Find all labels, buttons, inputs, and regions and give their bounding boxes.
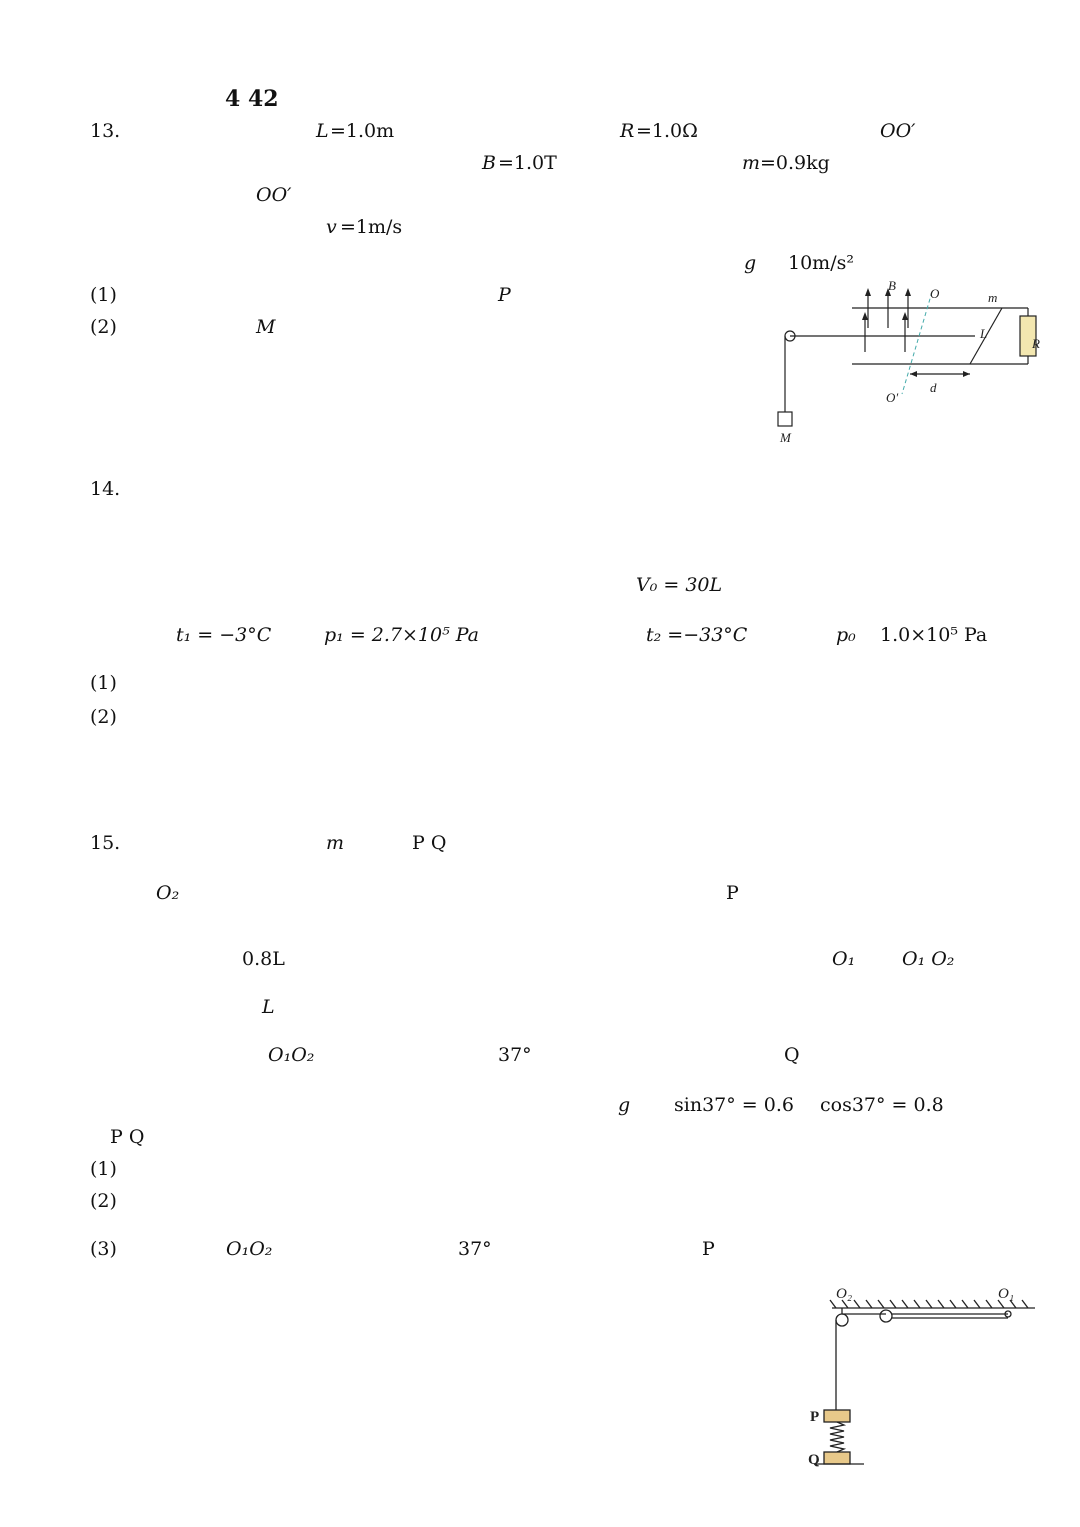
q15-sub2-label: (2) xyxy=(90,1190,117,1212)
q15-number: 15. xyxy=(90,832,121,854)
q13-fig-m: m xyxy=(988,290,998,305)
q15-sub3-O1O2: O₁O₂ xyxy=(226,1238,273,1260)
q15-g: g xyxy=(618,1094,631,1116)
q15-fig-O1: O₁ xyxy=(998,1286,1015,1302)
q15-cos: cos37° = 0.8 xyxy=(820,1094,944,1116)
q13-number: 13. xyxy=(90,120,121,142)
q14-p1: p₁ = 2.7×10⁵ Pa xyxy=(324,624,480,646)
q14-number: 14. xyxy=(90,478,121,500)
q15-sub3-label: (3) xyxy=(90,1238,117,1260)
q15-L: L xyxy=(262,996,275,1018)
q13-R: R xyxy=(620,120,635,142)
q13-R-val: =1.0Ω xyxy=(636,120,698,142)
q15-P: P xyxy=(726,882,739,904)
q13-OO-2: OO′ xyxy=(256,184,292,206)
q15-sub3-angle: 37° xyxy=(458,1238,492,1260)
q15-sin: sin37° = 0.6 xyxy=(674,1094,794,1116)
q14-t2: t₂ =−33°C xyxy=(646,624,748,646)
q13-circuit-diagram xyxy=(770,278,1070,448)
q14-t1: t₁ = −3°C xyxy=(176,624,272,646)
q15-O1O2: O₁O₂ xyxy=(268,1044,315,1066)
q13-fig-R: R xyxy=(1032,336,1040,351)
q13-m: m xyxy=(742,152,761,174)
q13-v: v xyxy=(326,216,337,238)
section-heading: 4 42 xyxy=(225,86,279,112)
q13-g: g xyxy=(744,252,757,274)
q13-sub2-M: M xyxy=(256,316,276,338)
q13-fig-M: M xyxy=(780,430,791,445)
q15-PQ-2: P Q xyxy=(110,1126,145,1148)
q15-angle: 37° xyxy=(498,1044,532,1066)
q15-O1-O2: O₁ O₂ xyxy=(902,948,955,970)
q15-pulley-diagram xyxy=(800,1280,1050,1470)
q14-p0: p₀ xyxy=(836,624,856,646)
q13-fig-O-prime: O′ xyxy=(886,390,899,405)
q15-fig-O2: O₂ xyxy=(836,1286,853,1302)
q14-sub1-label: (1) xyxy=(90,672,117,694)
q13-fig-B: B xyxy=(888,278,896,293)
q15-fig-P: P xyxy=(810,1409,820,1425)
q15-len: 0.8L xyxy=(242,948,285,970)
q13-B: B xyxy=(482,152,496,174)
q13-fig-d: d xyxy=(930,380,937,395)
q13-v-val: =1m/s xyxy=(340,216,403,238)
q13-m-val: =0.9kg xyxy=(760,152,830,174)
q13-sub1-label: (1) xyxy=(90,284,117,306)
q15-PQ: P Q xyxy=(412,832,447,854)
q13-fig-O: O xyxy=(930,286,940,301)
q13-fig-L: L xyxy=(980,326,988,341)
q14-V0: V₀ = 30L xyxy=(636,574,723,596)
q15-m: m xyxy=(326,832,345,854)
q15-fig-Q: Q xyxy=(808,1452,820,1468)
q15-Q: Q xyxy=(784,1044,800,1066)
q13-B-val: =1.0T xyxy=(498,152,557,174)
q15-sub1-label: (1) xyxy=(90,1158,117,1180)
q13-L-val: =1.0m xyxy=(330,120,395,142)
q13-sub2-label: (2) xyxy=(90,316,117,338)
q13-g-val: 10m/s² xyxy=(788,252,854,274)
q13-L: L xyxy=(316,120,329,142)
q15-O2: O₂ xyxy=(156,882,180,904)
q15-O1: O₁ xyxy=(832,948,856,970)
q14-sub2-label: (2) xyxy=(90,706,117,728)
q13-OO: OO′ xyxy=(880,120,916,142)
q13-sub1-P: P xyxy=(498,284,511,306)
q15-sub3-P: P xyxy=(702,1238,715,1260)
q14-p0-val: 1.0×10⁵ Pa xyxy=(880,624,988,646)
